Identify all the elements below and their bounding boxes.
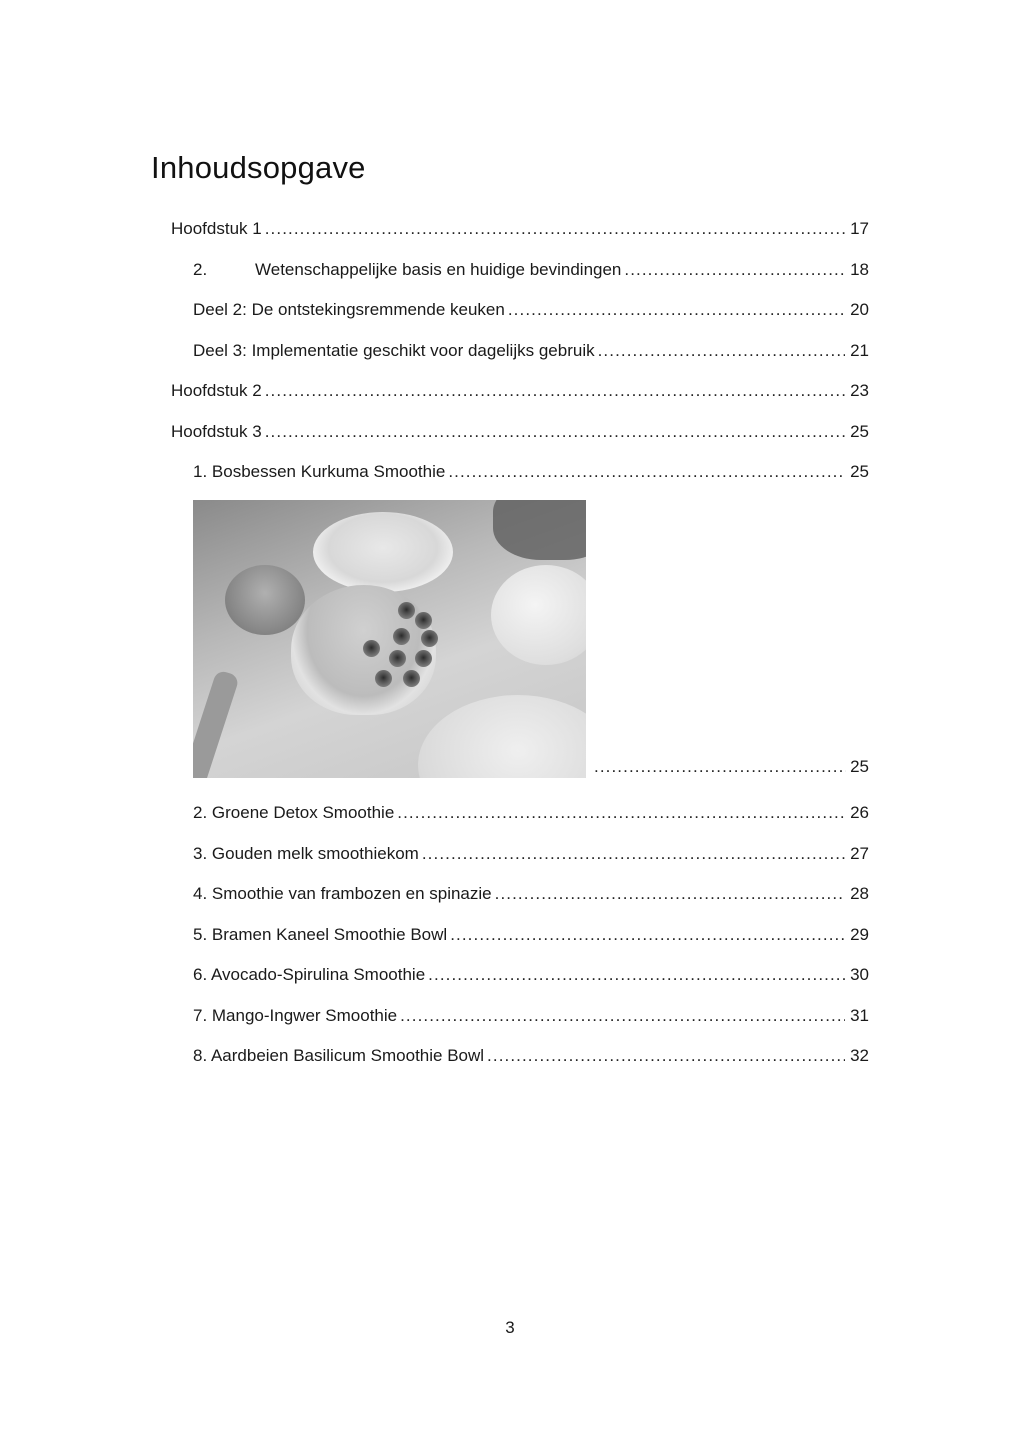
toc-entry-label: 8. Aardbeien Basilicum Smoothie Bowl [193, 1046, 485, 1065]
toc-entry-label: 4. Smoothie van frambozen en spinazie [193, 884, 492, 903]
dot-leader [400, 1005, 845, 1027]
toc-entry-page: 18 [850, 260, 869, 279]
dot-leader [265, 218, 845, 240]
toc-entry-label: 5. Bramen Kaneel Smoothie Bowl [193, 925, 448, 944]
toc-entry-page: 27 [850, 844, 869, 863]
toc-entry-deel-2[interactable] [193, 295, 869, 321]
dot-leader [422, 843, 845, 865]
toc-entry-page: 23 [850, 381, 869, 400]
dot-leader [397, 802, 845, 824]
toc-entry-hoofdstuk-3[interactable] [171, 417, 869, 443]
toc-entry-page: 29 [850, 925, 869, 944]
toc-entry-page: 31 [850, 1006, 869, 1025]
page-number: 3 [505, 1318, 515, 1337]
dot-leader [598, 340, 845, 362]
toc-entry-page: 25 [850, 757, 869, 776]
toc-entry-hoofdstuk-1[interactable] [171, 214, 869, 240]
toc-entry-deel-3[interactable] [193, 336, 869, 362]
toc-entry-label: Hoofdstuk 1 [171, 219, 262, 238]
toc-entry-label: Deel 2: De ontstekingsremmende keuken [193, 300, 505, 319]
toc-entry-bramen-kaneel-bowl[interactable] [193, 920, 869, 946]
dot-leader [508, 299, 845, 321]
toc-entry-label: Hoofdstuk 2 [171, 381, 262, 400]
toc-entry-page: 25 [850, 462, 869, 481]
toc-entry-label: 6. Avocado-Spirulina Smoothie [193, 965, 426, 984]
toc-entry-frambozen-spinazie[interactable] [193, 879, 869, 905]
dot-leader [487, 1045, 845, 1067]
toc-entry-page: 17 [850, 219, 869, 238]
smoothie-bowl-photo [193, 500, 586, 778]
toc-entry-label: 2. Groene Detox Smoothie [193, 803, 395, 822]
toc-entry-avocado-spirulina[interactable] [193, 960, 869, 986]
toc-entry-label: Deel 3: Implementatie geschikt voor dagelijks gebruik [193, 341, 595, 360]
toc-entry-page: 32 [850, 1046, 869, 1065]
toc-entry-page: 20 [850, 300, 869, 319]
toc-entry-label: 3. Gouden melk smoothiekom [193, 844, 419, 863]
toc-entry-page: 26 [850, 803, 869, 822]
dot-leader [594, 756, 846, 778]
toc-entry-aardbeien-basilicum-bowl[interactable] [193, 1041, 869, 1067]
dot-leader [450, 924, 845, 946]
toc-entry-bosbessen-kurkuma-smoothie[interactable] [193, 457, 869, 483]
toc-entry-label [193, 259, 621, 281]
toc-entry-page: 28 [850, 884, 869, 903]
toc-entry-text: Wetenschappelijke basis en huidige bevindingen [255, 260, 622, 279]
toc-title: Inhoudsopgave [151, 150, 366, 185]
toc-entry-label: Hoofdstuk 3 [171, 422, 262, 441]
toc-entry-wetenschappelijke-basis[interactable] [193, 255, 869, 281]
toc-entry-number: 2. [193, 260, 208, 279]
dot-leader [265, 380, 845, 402]
dot-leader [448, 461, 845, 483]
dot-leader [265, 421, 845, 443]
toc-entry-page: 21 [850, 341, 869, 360]
toc-entry-mango-ingwer[interactable] [193, 1001, 869, 1027]
toc-entry-smoothie-image[interactable] [193, 498, 869, 778]
toc-entry-groene-detox-smoothie[interactable] [193, 798, 869, 824]
dot-leader [428, 964, 845, 986]
toc-entry-page: 30 [850, 965, 869, 984]
toc-entry-hoofdstuk-2[interactable] [171, 376, 869, 402]
dot-leader [624, 259, 845, 281]
toc-entry-label: 1. Bosbessen Kurkuma Smoothie [193, 462, 446, 481]
toc-entry-gouden-melk-smoothiekom[interactable] [193, 839, 869, 865]
dot-leader [495, 883, 845, 905]
toc-entry-label: 7. Mango-Ingwer Smoothie [193, 1006, 398, 1025]
toc-entry-page: 25 [850, 422, 869, 441]
